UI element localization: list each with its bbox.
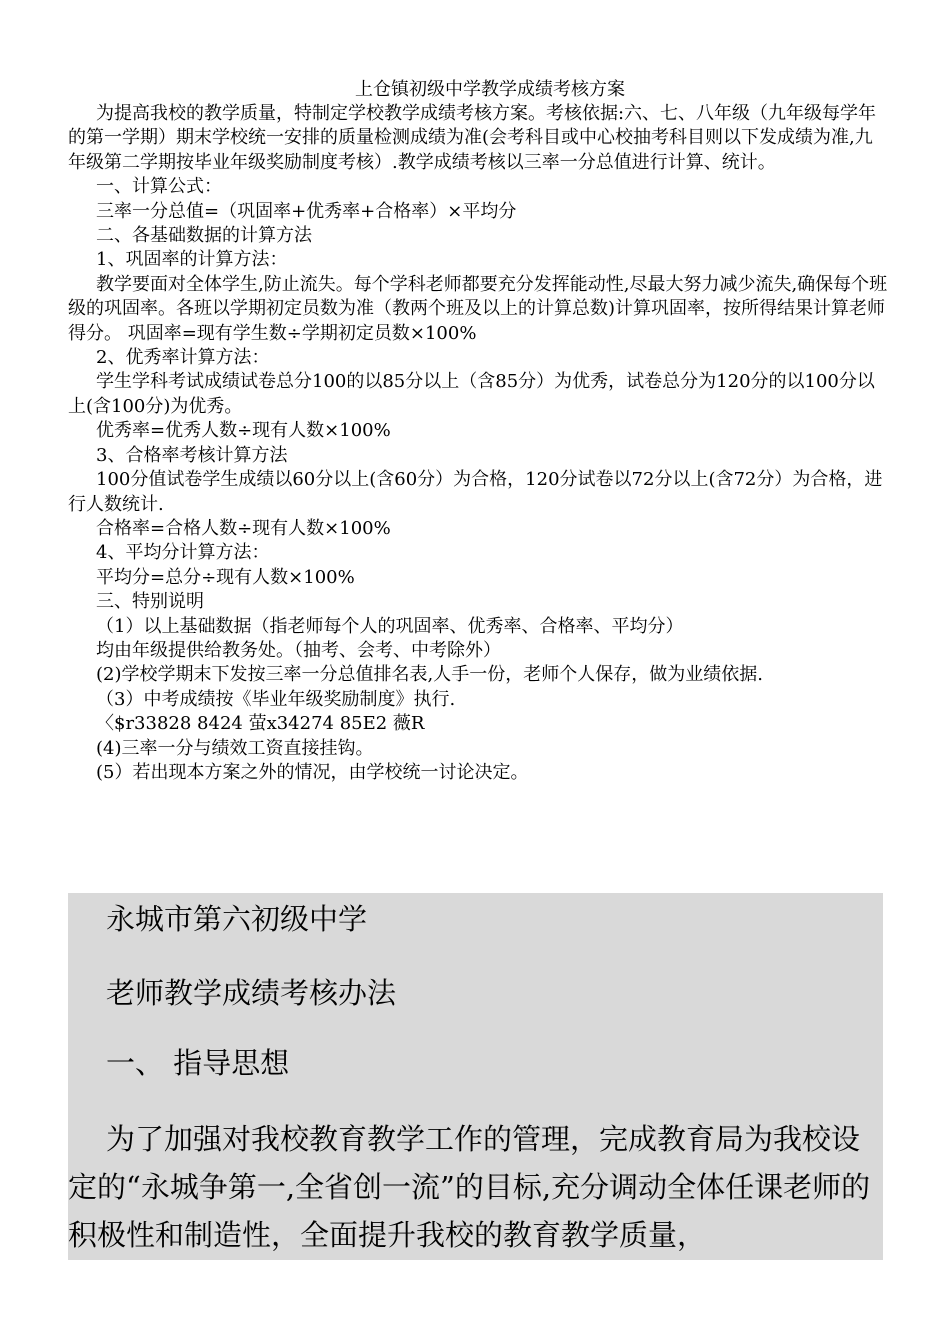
document-title: 上仓镇初级中学教学成绩考核方案 [355,79,625,100]
section-1-formula: 三率一分总值=（巩固率+优秀率+合格率）×平均分 [96,200,517,222]
garbled-text-line: 〈$r33828 8424 萤x34274 85E2 薇R [96,713,425,735]
average-score-heading: 4、平均分计算方法： [96,542,270,564]
excellence-rate-formula: 优秀率=优秀人数÷现有人数×100% [96,420,391,442]
retention-rate-heading: 1、巩固率的计算方法： [96,249,288,271]
special-note-3: （3）中考成绩按《毕业年级奖励制度》执行. [96,688,456,710]
excellence-rate-text: 学生学科考试成绩试卷总分100的以85分以上（含85分）为优秀，试卷总分为120分的以100分以上(含100分)为优秀。 [68,371,875,417]
intro-paragraph: 为提高我校的教学质量，特制定学校教学成绩考核方案。考核依据:六、七、八年级（九年级每学年的第一学期）期末学校统一安排的质量检测成绩为准(会考科目或中心校抽考科目则以下发成绩为准,九年级第二学期按毕业年级奖励制度考核）.教学成绩考核以三率一分总值进行计算、统计。 [68,103,877,173]
average-score-formula: 平均分=总分÷现有人数×100% [96,566,355,588]
pass-rate-text: 100分值试卷学生成绩以60分以上(含60分）为合格，120分试卷以72分以上(含72分）为合格，进行人数统计. [68,469,883,515]
retention-rate-text: 教学要面对全体学生,防止流失。每个学科老师都要充分发挥能动性,尽最大努力减少流失,确保每个班级的巩固率。各班以学期初定员数为准（教两个班及以上的计算总数)计算巩固率，按所得结果计算老师得分。 巩固率=现有学生数÷学期初定员数×100% [68,273,888,344]
pass-rate-heading: 3、合格率考核计算方法 [96,444,288,466]
section-2-heading: 二、各基础数据的计算方法 [96,225,312,247]
section-3-heading: 三、特别说明 [96,591,204,613]
special-note-2: (2)学校学期末下发按三率一分总值排名表,人手一份，老师个人保存，做为业绩依据. [96,664,763,686]
special-note-5: (5）若出现本方案之外的情况，由学校统一讨论决定。 [96,761,529,783]
excellence-rate-heading: 2、优秀率计算方法： [96,347,270,369]
pass-rate-formula: 合格率=合格人数÷现有人数×100% [96,517,391,539]
excerpt-paragraph: 为了加强对我校教育教学工作的管理，完成教育局为我校设定的“永城争第一,全省创一流”的目标,充分调动全体任课老师的积极性和制造性，全面提升我校的教育教学质量， [68,1122,871,1252]
excerpt-school-name: 永城市第六初级中学 [106,902,368,936]
special-note-4: (4)三率一分与绩效工资直接挂钩。 [96,737,374,759]
excerpt-title: 老师教学成绩考核办法 [106,976,397,1010]
excerpt-paragraph-container [68,1115,883,1259]
special-note-1a: （1）以上基础数据（指老师每个人的巩固率、优秀率、合格率、平均分） [96,615,684,637]
shaded-excerpt-block [68,893,883,1260]
section-1-heading: 一、计算公式： [96,176,222,198]
document-body [68,102,888,785]
excerpt-heading: 一、 指导思想 [106,1046,290,1080]
special-note-1b: 均由年级提供给教务处。（抽考、会考、中考除外） [96,639,501,661]
